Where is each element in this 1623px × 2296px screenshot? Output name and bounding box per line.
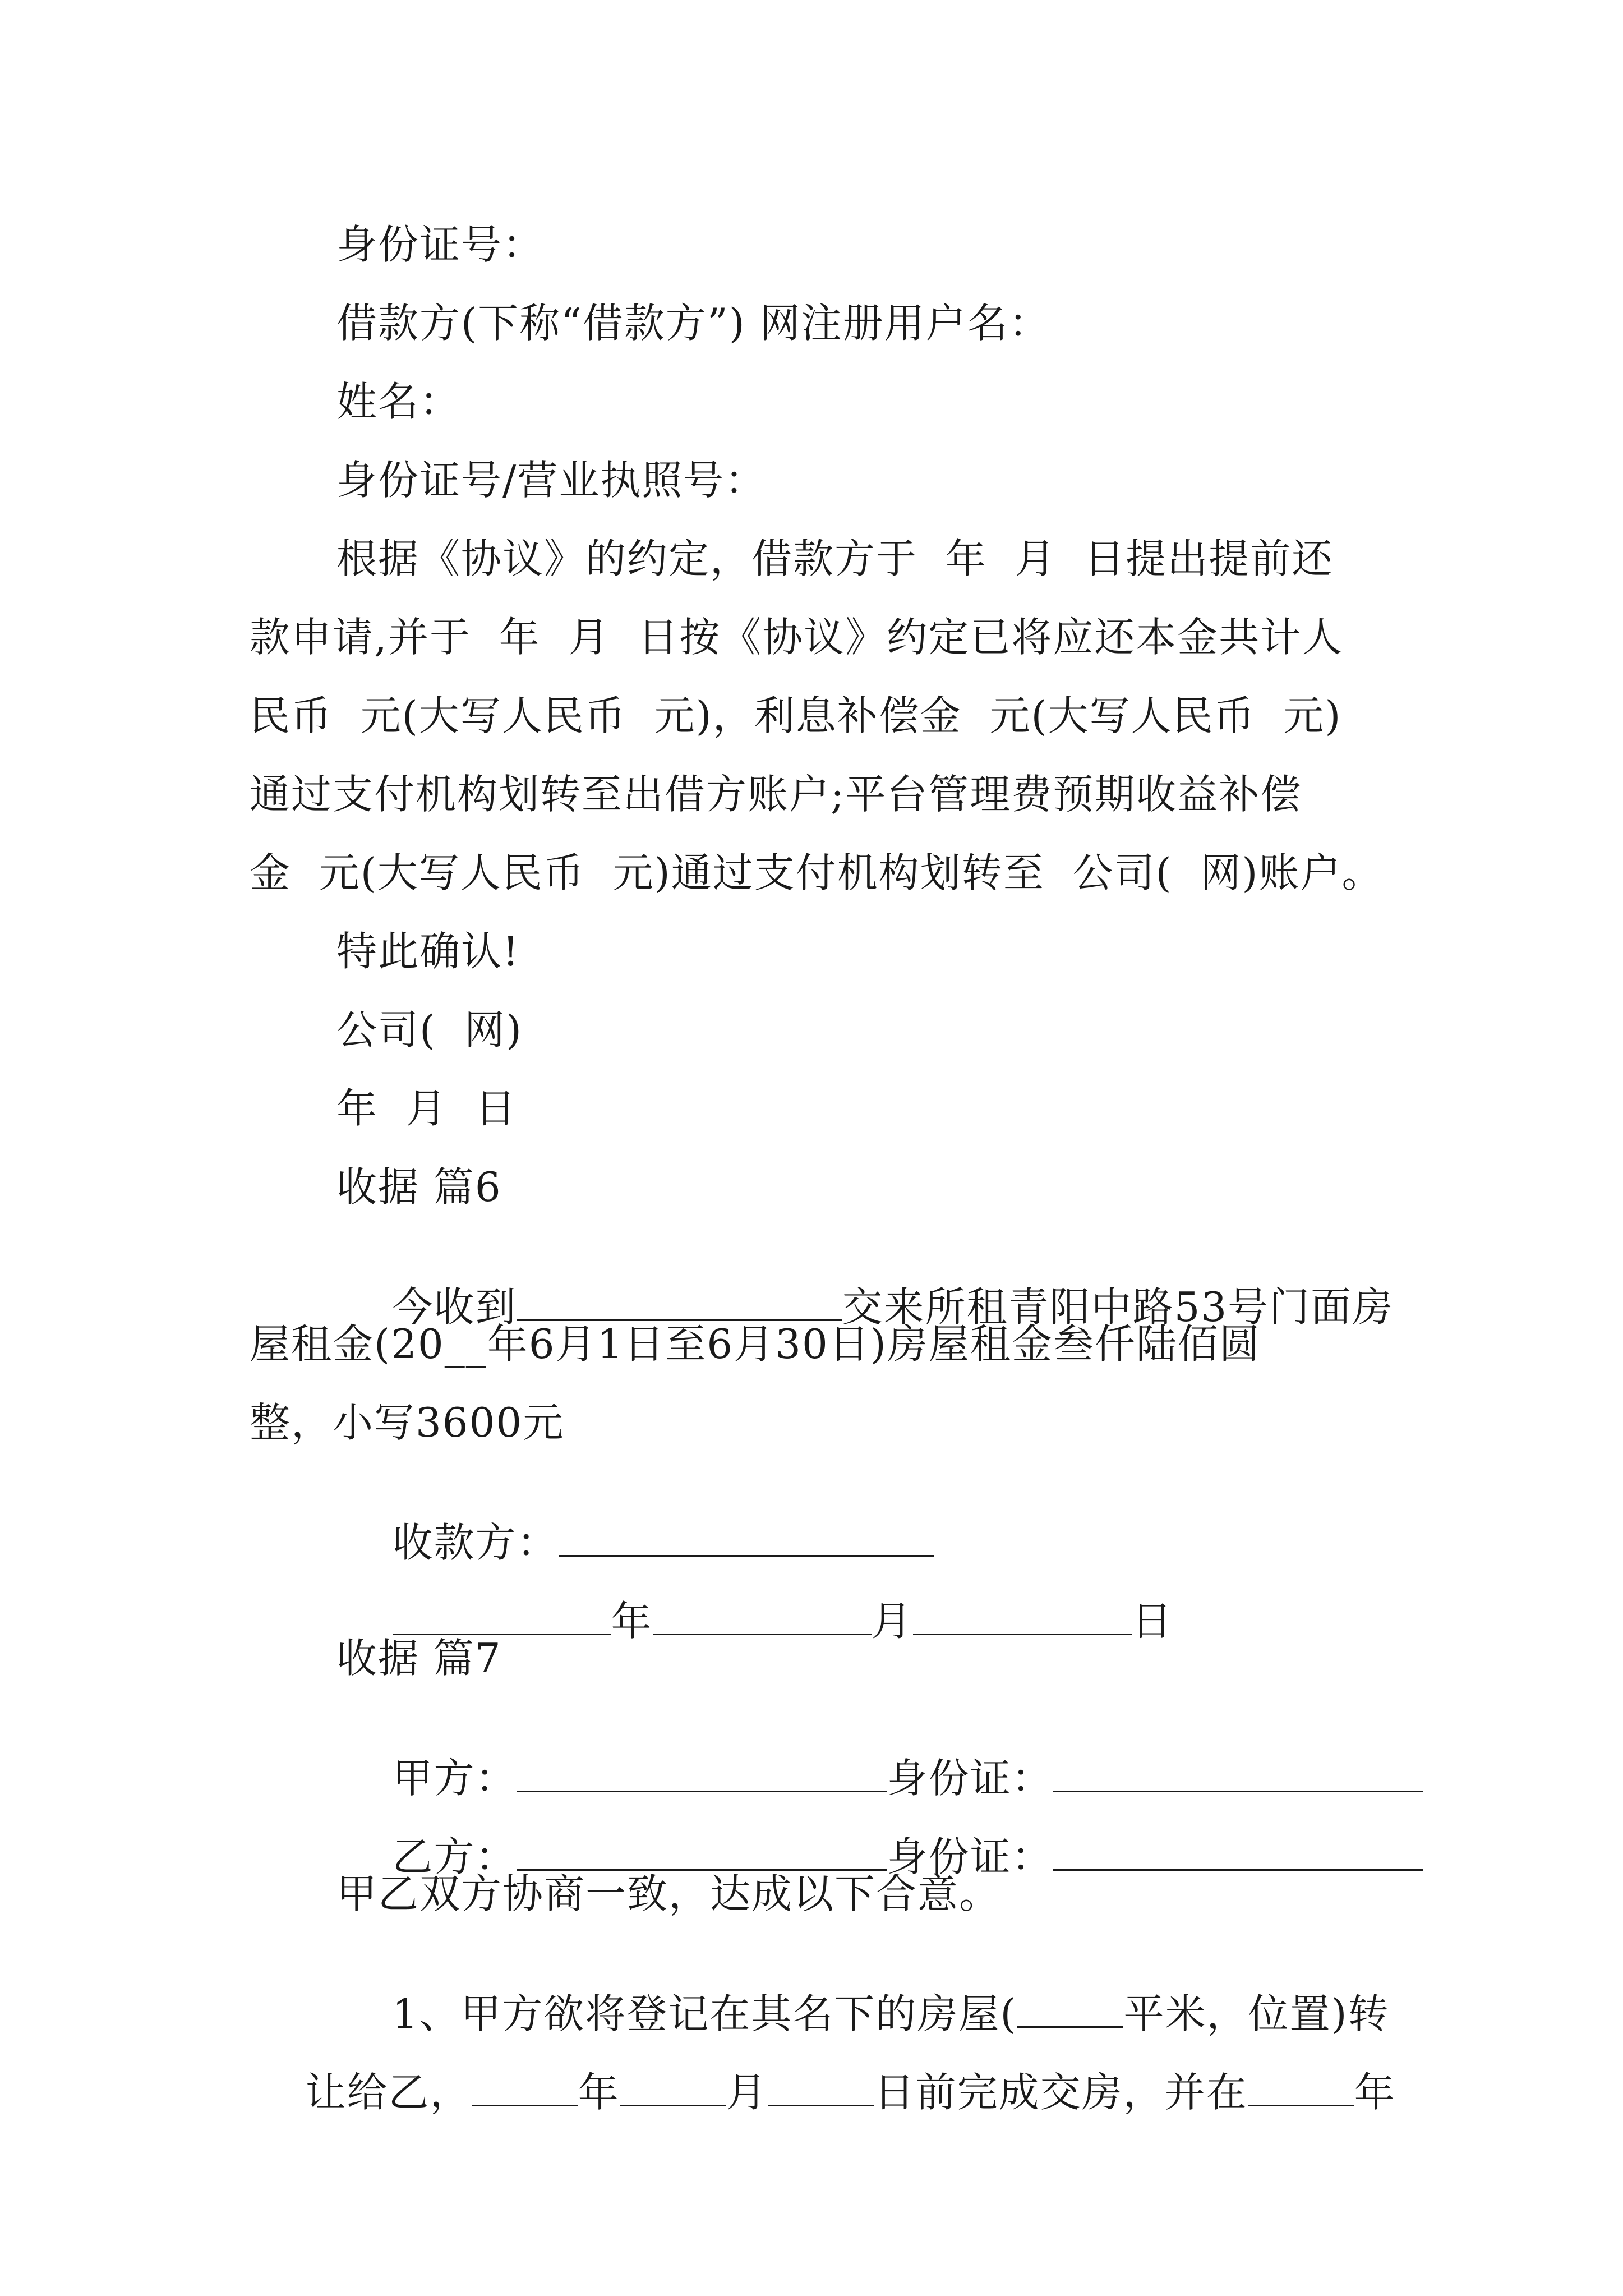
borrower-intro: 借款方(下称“借款方”) 网注册用户名： xyxy=(336,300,1050,347)
section-6-title: 收据 篇6 xyxy=(336,1163,502,1211)
date-line: 年 月 日 xyxy=(336,1085,517,1132)
handover-year-label: 年 xyxy=(578,2069,620,2116)
id-number-label: 身份证号： xyxy=(336,221,545,268)
clause-1-transfer-text: 让给乙， xyxy=(305,2069,472,2116)
receipt-6-line-2: 屋租金(20__年6月1日至6月30日)房屋租金叁仟陆佰圆 xyxy=(250,1320,1261,1368)
party-a-id-label: 身份证： xyxy=(887,1755,1053,1802)
id-or-license-label: 身份证号/营业执照号： xyxy=(336,457,767,504)
receipt-6-received-from: 今收到 xyxy=(392,1283,517,1331)
day-blank xyxy=(913,1600,1132,1635)
handover-month-label: 月 xyxy=(726,2069,768,2116)
second-year-blank xyxy=(1248,2071,1354,2106)
party-a-id-blank xyxy=(1053,1757,1423,1792)
party-b-id-blank xyxy=(1053,1835,1423,1871)
name-label: 姓名： xyxy=(336,378,462,425)
agreement-paragraph-line-4: 通过支付机构划转至出借方账户;平台管理费预期收益补偿 xyxy=(250,771,1302,818)
party-b-id-label: 身份证： xyxy=(887,1833,1053,1880)
handover-day-text: 日前完成交房，并在 xyxy=(874,2069,1248,2116)
clause-1-area-unit: 平米，位置)转 xyxy=(1123,1990,1390,2037)
company-signature: 公司( 网) xyxy=(336,1006,523,1053)
agreement-paragraph-line-2: 款申请,并于 年 月 日按《协议》约定已将应还本金共计人 xyxy=(250,614,1344,661)
payee-label: 收款方： xyxy=(392,1519,559,1566)
party-b-blank xyxy=(517,1835,887,1871)
party-b-label: 乙方： xyxy=(392,1833,517,1880)
day-label: 日 xyxy=(1131,1598,1173,1645)
receipt-6-line-3: 整，小写3600元 xyxy=(250,1399,565,1446)
party-a-label: 甲方： xyxy=(392,1755,517,1802)
agreement-reached: 甲乙双方协商一致，达成以下合意。 xyxy=(336,1870,1001,1917)
second-year-label: 年 xyxy=(1354,2069,1396,2116)
clause-1-house-text: 1、甲方欲将登记在其名下的房屋( xyxy=(392,1990,1017,2037)
year-blank xyxy=(393,1600,611,1635)
year-label: 年 xyxy=(611,1598,653,1645)
month-blank xyxy=(653,1600,872,1635)
party-a-blank xyxy=(517,1757,887,1792)
handover-day-blank xyxy=(768,2071,874,2106)
section-7-title: 收据 篇7 xyxy=(336,1635,502,1682)
agreement-paragraph-line-1: 根据《协议》的约定，借款方于 年 月 日提出提前还 xyxy=(336,535,1334,582)
confirm-text: 特此确认! xyxy=(336,928,520,975)
handover-year-blank xyxy=(472,2071,578,2106)
payee-blank xyxy=(559,1521,934,1557)
agreement-paragraph-line-5: 金 元(大写人民币 元)通过支付机构划转至 公司( 网)账户。 xyxy=(250,849,1384,896)
clause-1-line-2 xyxy=(250,2031,1396,2153)
receipt-6-rent-description: 交来所租青阳中路53号门面房 xyxy=(842,1283,1394,1331)
agreement-paragraph-line-3: 民币 元(大写人民币 元)，利息补偿金 元(大写人民币 元) xyxy=(250,692,1342,739)
month-label: 月 xyxy=(871,1598,913,1645)
payer-blank xyxy=(517,1286,842,1321)
area-blank xyxy=(1017,1993,1123,2028)
handover-month-blank xyxy=(620,2071,726,2106)
